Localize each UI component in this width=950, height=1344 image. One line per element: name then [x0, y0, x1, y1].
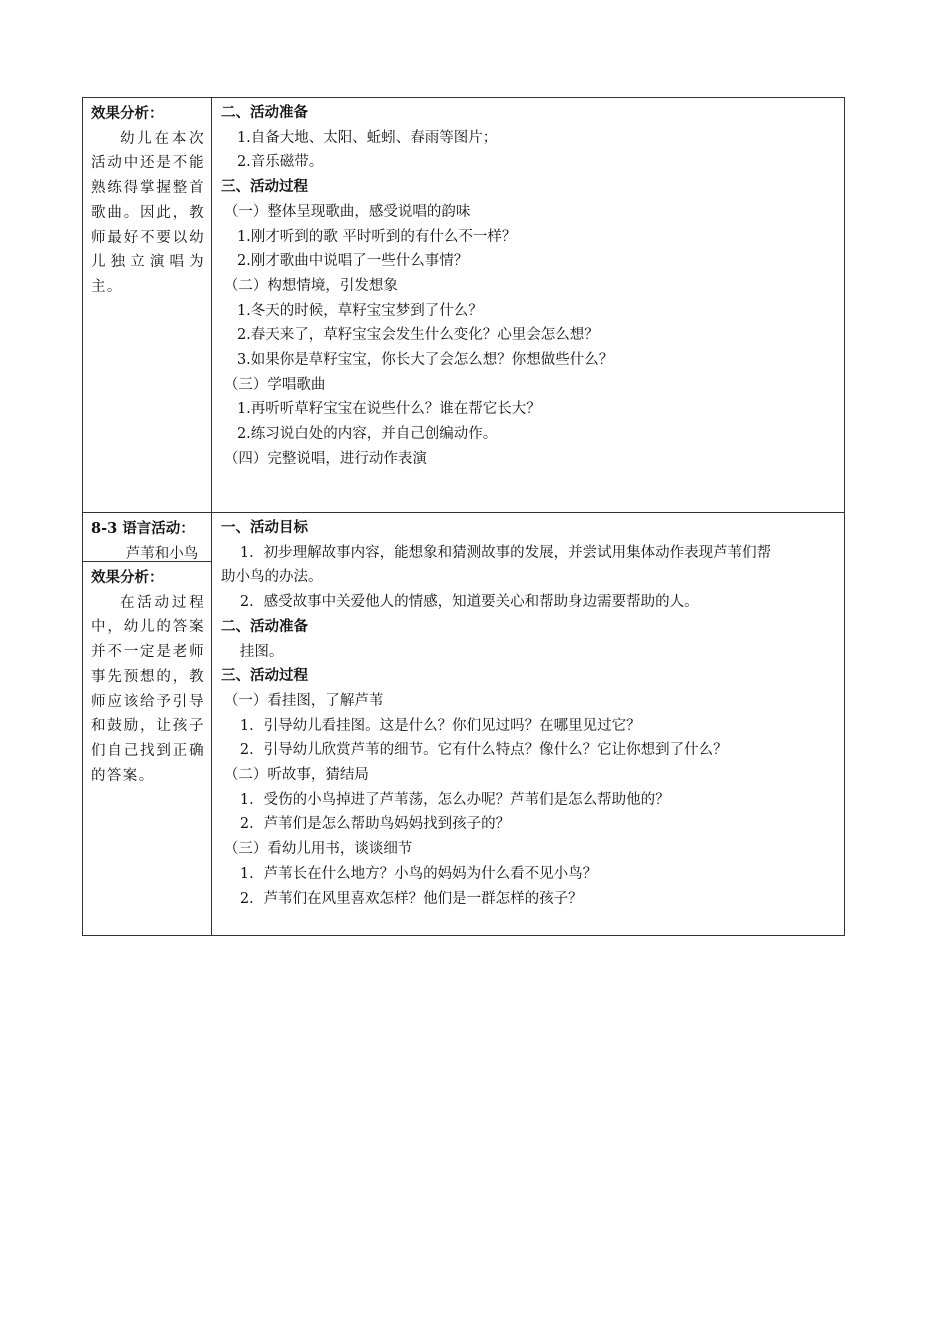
lesson-title-line1: 8-3 语言活动： [91, 520, 195, 537]
activity-line: 2．感受故事中关爱他人的情感，知道要关心和帮助身边需要帮助的人。 [239, 594, 699, 611]
activity-line: 2.音乐磁带。 [236, 154, 324, 171]
analysis-heading: 效果分析： [91, 569, 164, 586]
activity-line: （一）整体呈现歌曲，感受说唱的韵味 [223, 203, 471, 220]
analysis-cell-1 [83, 98, 212, 513]
analysis-text: 幼儿在本次活动中还是不能熟练得掌握整首歌曲。因此，教师最好不要以幼儿独立演唱为主。 [91, 130, 205, 295]
activity-line: 1．引导幼儿看挂图。这是什么？你们见过吗？在哪里见过它？ [239, 717, 641, 734]
title-analysis-cell-2 [83, 513, 212, 936]
activity-line: 3.如果你是草籽宝宝，你长大了会怎么想？你想做些什么？ [236, 352, 614, 369]
activity-line: 2.刚才歌曲中说唱了一些什么事情？ [236, 253, 469, 270]
section-heading: 三、活动过程 [221, 667, 308, 685]
lesson-title-line2: 芦苇和小鸟 [125, 545, 199, 562]
activity-line: 1．初步理解故事内容，能想象和猜测故事的发展，并尝试用集体动作表现芦苇们帮 [239, 544, 772, 561]
activity-line: （三）看幼儿用书，谈谈细节 [223, 841, 413, 858]
activity-line: 2．引导幼儿欣赏芦苇的细节。它有什么特点？像什么？它让你想到了什么？ [239, 742, 728, 759]
activity-lines-1 [221, 101, 840, 472]
activity-line: （二）听故事，猜结局 [223, 767, 369, 784]
section-heading: 一、活动目标 [221, 519, 308, 536]
activity-line: 1.再听听草籽宝宝在说些什么？谁在帮它长大？ [236, 401, 541, 418]
table-row [83, 98, 845, 513]
section-heading: 二、活动准备 [221, 617, 308, 635]
activity-line: 1.冬天的时候，草籽宝宝梦到了什么？ [236, 302, 483, 319]
activity-line: （四）完整说唱，进行动作表演 [223, 450, 427, 467]
activity-line: 1.刚才听到的歌 平时听到的有什么不一样？ [236, 228, 517, 245]
activity-line: 助小鸟的办法。 [221, 569, 323, 586]
table-row [83, 513, 845, 936]
activity-line: （三）学唱歌曲 [223, 376, 326, 393]
activity-line: 1．芦苇长在什么地方？小鸟的妈妈为什么看不见小鸟？ [239, 865, 598, 882]
lesson-plan-table [82, 97, 845, 936]
activity-line: 2．芦苇们是怎么帮助鸟妈妈找到孩子的？ [239, 816, 511, 833]
activity-line: 2.练习说白处的内容，并自己创编动作。 [236, 426, 498, 443]
activity-line: （二）构想情境，引发想象 [223, 277, 398, 294]
activity-line: 1．受伤的小鸟掉进了芦苇荡，怎么办呢？芦苇们是怎么帮助他的？ [239, 791, 670, 808]
activity-cell-2 [212, 513, 845, 936]
lesson-title-block [83, 513, 211, 562]
activity-line: 2.春天来了，草籽宝宝会发生什么变化？心里会怎么想？ [236, 327, 599, 344]
analysis-text: 在活动过程中，幼儿的答案并不一定是老师事先预想的，教师应该给予引导和鼓励，让孩子们自己找到正确的答案。 [91, 594, 205, 784]
analysis-block-2 [83, 562, 211, 788]
activity-line: 2．芦苇们在风里喜欢怎样？他们是一群怎样的孩子？ [239, 890, 583, 907]
section-heading: 三、活动过程 [221, 178, 308, 196]
activity-line: 1.自备大地、太阳、蚯蚓、春雨等图片； [236, 129, 498, 146]
activity-line: 挂图。 [239, 643, 284, 660]
activity-line: （一）看挂图，了解芦苇 [223, 692, 384, 709]
analysis-heading: 效果分析： [91, 105, 164, 122]
section-heading: 二、活动准备 [221, 104, 308, 121]
activity-cell-1 [212, 98, 845, 513]
activity-lines-2 [221, 516, 840, 911]
